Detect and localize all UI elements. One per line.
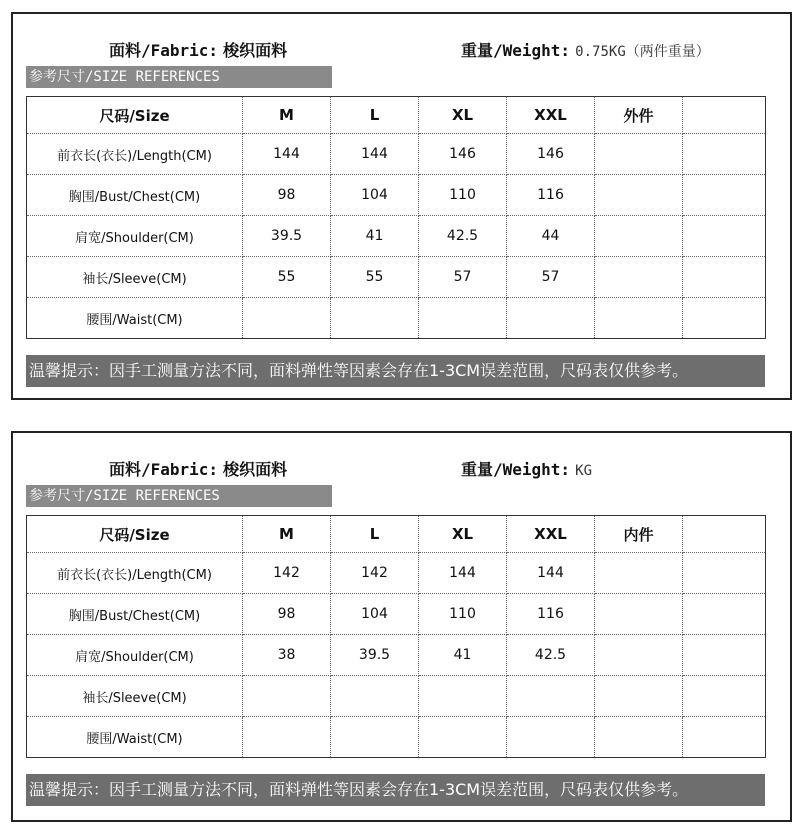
table-cell	[243, 298, 331, 339]
header-cell	[683, 516, 766, 553]
table-row	[27, 635, 766, 676]
table-cell: 146	[419, 134, 507, 175]
weight-value: 0.75KG（两件重量）	[575, 44, 710, 60]
table-cell: 57	[507, 257, 595, 298]
fabric-label: 面料/Fabric:	[109, 460, 219, 479]
header-cell	[683, 97, 766, 134]
row-label: 肩宽/Shoulder(CM)	[27, 216, 243, 257]
table-header-row	[27, 97, 766, 134]
weight-label: 重量/Weight:	[461, 460, 571, 479]
weight-info	[461, 457, 592, 480]
table-header-row	[27, 516, 766, 553]
row-label: 胸围/Bust/Chest(CM)	[27, 175, 243, 216]
fabric-value: 梭织面料	[223, 41, 288, 60]
table-cell	[595, 635, 683, 676]
table-cell: 144	[331, 134, 419, 175]
table-cell	[595, 676, 683, 717]
table-row	[27, 298, 766, 339]
size-references-banner: 参考尺寸/SIZE REFERENCES	[26, 485, 332, 507]
table-cell: 42.5	[419, 216, 507, 257]
table-cell	[419, 676, 507, 717]
table-row	[27, 553, 766, 594]
table-cell	[683, 676, 766, 717]
table-cell	[419, 298, 507, 339]
header-cell: M	[243, 97, 331, 134]
table-row	[27, 717, 766, 758]
table-cell	[683, 717, 766, 758]
fabric-weight-row	[13, 38, 790, 62]
size-table	[26, 96, 766, 339]
table-cell	[595, 553, 683, 594]
table-cell	[683, 594, 766, 635]
table-cell: 98	[243, 175, 331, 216]
table-row	[27, 175, 766, 216]
table-cell	[595, 717, 683, 758]
table-cell: 44	[507, 216, 595, 257]
fabric-info	[109, 38, 287, 61]
weight-value: KG	[575, 463, 593, 479]
table-cell	[683, 635, 766, 676]
size-chart-panel-inner	[11, 431, 792, 822]
table-cell: 42.5	[507, 635, 595, 676]
table-cell: 38	[243, 635, 331, 676]
header-cell: M	[243, 516, 331, 553]
table-cell	[331, 298, 419, 339]
fabric-info	[109, 457, 287, 480]
table-cell	[331, 717, 419, 758]
table-cell	[595, 216, 683, 257]
table-row	[27, 676, 766, 717]
table-cell: 144	[243, 134, 331, 175]
header-size: 尺码/Size	[27, 516, 243, 553]
row-label: 腰围/Waist(CM)	[27, 717, 243, 758]
header-cell: 内件	[595, 516, 683, 553]
table-cell	[507, 298, 595, 339]
header-cell: XXL	[507, 97, 595, 134]
table-cell: 104	[331, 175, 419, 216]
table-cell: 55	[243, 257, 331, 298]
table-cell	[507, 676, 595, 717]
table-cell: 116	[507, 594, 595, 635]
table-cell	[595, 298, 683, 339]
size-chart-panel-outer	[11, 12, 792, 400]
table-cell	[595, 134, 683, 175]
row-label: 胸围/Bust/Chest(CM)	[27, 594, 243, 635]
table-cell: 142	[243, 553, 331, 594]
measurement-tip-banner: 温馨提示：因手工测量方法不同，面料弹性等因素会存在1-3CM误差范围，尺码表仅供参考。	[26, 355, 765, 387]
table-cell: 57	[419, 257, 507, 298]
measurement-tip-banner: 温馨提示：因手工测量方法不同，面料弹性等因素会存在1-3CM误差范围，尺码表仅供参考。	[26, 774, 765, 806]
row-label: 腰围/Waist(CM)	[27, 298, 243, 339]
table-cell: 142	[331, 553, 419, 594]
header-cell: L	[331, 97, 419, 134]
row-label: 前衣长(衣长)/Length(CM)	[27, 553, 243, 594]
header-cell: XL	[419, 97, 507, 134]
table-cell: 116	[507, 175, 595, 216]
table-cell: 144	[419, 553, 507, 594]
row-label: 肩宽/Shoulder(CM)	[27, 635, 243, 676]
table-cell	[595, 257, 683, 298]
header-cell: L	[331, 516, 419, 553]
header-cell: XL	[419, 516, 507, 553]
header-cell: 外件	[595, 97, 683, 134]
weight-info	[461, 38, 710, 61]
table-cell	[507, 717, 595, 758]
table-cell: 110	[419, 594, 507, 635]
table-cell: 55	[331, 257, 419, 298]
table-cell: 144	[507, 553, 595, 594]
table-cell: 39.5	[243, 216, 331, 257]
table-cell	[595, 175, 683, 216]
row-label: 前衣长(衣长)/Length(CM)	[27, 134, 243, 175]
table-cell	[331, 676, 419, 717]
table-cell: 98	[243, 594, 331, 635]
table-cell	[595, 594, 683, 635]
table-row	[27, 594, 766, 635]
table-cell: 41	[331, 216, 419, 257]
weight-label: 重量/Weight:	[461, 41, 571, 60]
size-references-banner: 参考尺寸/SIZE REFERENCES	[26, 66, 332, 88]
fabric-value: 梭织面料	[223, 460, 288, 479]
table-cell: 39.5	[331, 635, 419, 676]
table-cell	[243, 676, 331, 717]
table-cell: 104	[331, 594, 419, 635]
table-cell: 146	[507, 134, 595, 175]
table-row	[27, 134, 766, 175]
size-table	[26, 515, 766, 758]
header-cell: XXL	[507, 516, 595, 553]
table-cell: 110	[419, 175, 507, 216]
table-cell: 41	[419, 635, 507, 676]
table-row	[27, 257, 766, 298]
table-cell	[243, 717, 331, 758]
table-row	[27, 216, 766, 257]
fabric-weight-row	[13, 457, 790, 481]
row-label: 袖长/Sleeve(CM)	[27, 257, 243, 298]
table-cell	[683, 257, 766, 298]
table-cell	[683, 553, 766, 594]
header-size: 尺码/Size	[27, 97, 243, 134]
table-cell	[419, 717, 507, 758]
table-cell	[683, 134, 766, 175]
table-cell	[683, 175, 766, 216]
table-cell	[683, 216, 766, 257]
table-cell	[683, 298, 766, 339]
fabric-label: 面料/Fabric:	[109, 41, 219, 60]
row-label: 袖长/Sleeve(CM)	[27, 676, 243, 717]
